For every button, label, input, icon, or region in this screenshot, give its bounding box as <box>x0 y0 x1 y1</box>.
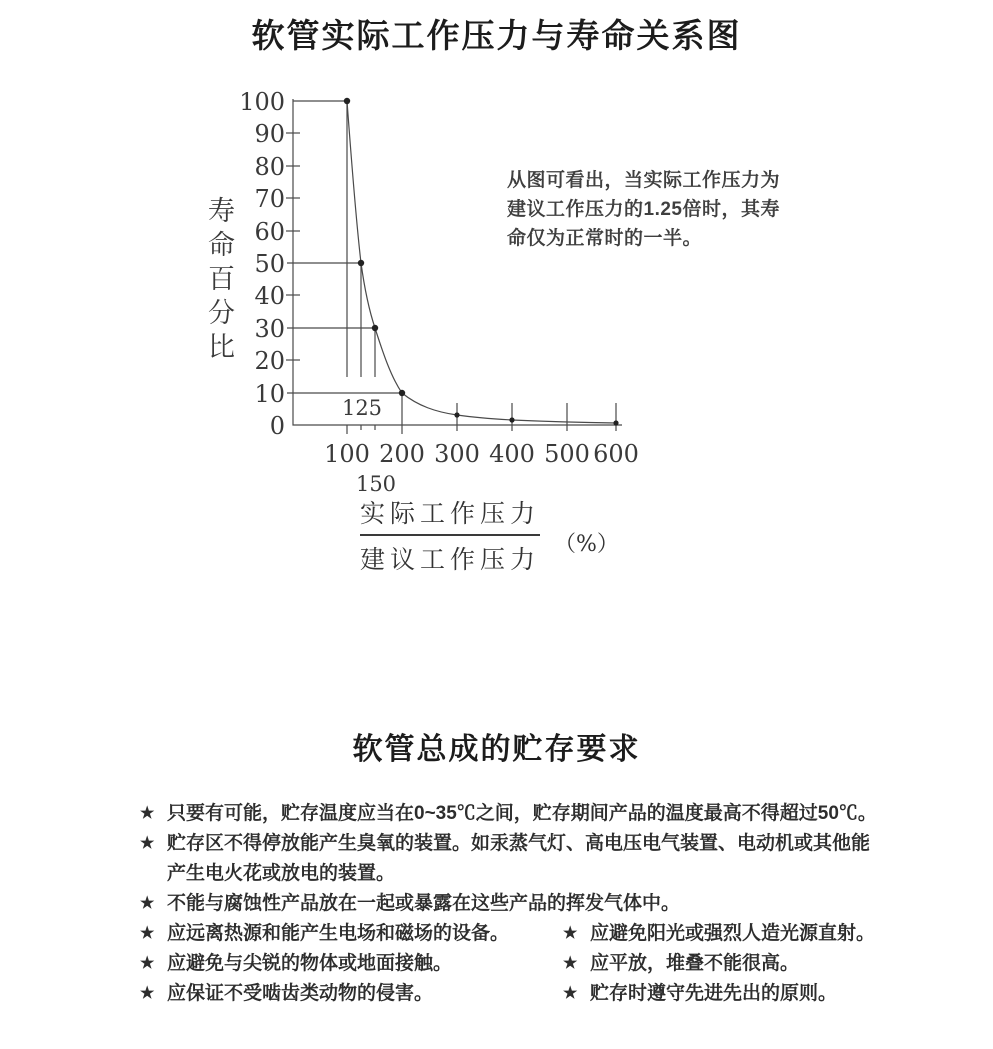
list-pair-row <box>140 922 888 946</box>
list-item-text: 产生电火花或放电的装置。 <box>167 863 396 884</box>
list-item <box>140 802 888 826</box>
x-tick-label: 200 <box>379 440 425 468</box>
list-item-text: 只要有可能，贮存温度应当在0~35℃之间，贮存期间产品的温度最高不得超过50℃。 <box>167 803 877 824</box>
section-title: 软管总成的贮存要求 <box>352 733 641 766</box>
x-axis-fraction <box>356 494 544 576</box>
star-icon: ★ <box>140 895 155 912</box>
y-tick-label: 70 <box>254 185 285 213</box>
list-item-text: 贮存区不得停放能产生臭氧的装置。如汞蒸气灯、高电压电气装置、电动机或其他能 <box>167 833 871 854</box>
data-point <box>613 420 618 425</box>
y-tick-label: 90 <box>254 120 285 148</box>
chart-annotation <box>507 166 817 253</box>
life-curve <box>347 101 616 423</box>
list-item <box>140 982 563 1006</box>
star-icon: ★ <box>140 805 155 822</box>
star-icon: ★ <box>140 925 155 942</box>
data-point <box>358 260 364 266</box>
y-tick-label: 50 <box>254 250 285 278</box>
fraction-denominator: 建议工作压力 <box>360 545 541 574</box>
list-item-text: 应远离热源和能产生电场和磁场的设备。 <box>167 923 510 944</box>
list-pair-row <box>140 982 888 1006</box>
list-item <box>563 982 888 1006</box>
x-tick-label: 400 <box>489 440 535 468</box>
y-tick-label: 40 <box>254 282 285 310</box>
list-item-text: 不能与腐蚀性产品放在一起或暴露在这些产品的挥发气体中。 <box>167 893 681 914</box>
data-point <box>399 390 405 396</box>
x-tick-label: 600 <box>593 440 639 468</box>
page-title: 软管实际工作压力与寿命关系图 <box>251 17 742 54</box>
x-subtick-label-125: 125 <box>341 396 383 420</box>
y-tick-label: 80 <box>254 153 285 181</box>
star-icon: ★ <box>140 985 155 1002</box>
star-icon: ★ <box>563 955 578 972</box>
data-point <box>454 412 459 417</box>
y-tick-label: 20 <box>254 347 285 375</box>
data-point <box>344 98 350 104</box>
y-tick-label: 0 <box>269 412 285 440</box>
y-tick-label: 10 <box>254 380 285 408</box>
list-item-text: 贮存时遵守先进先出的原则。 <box>590 983 838 1004</box>
list-item <box>140 892 888 916</box>
list-item-continuation <box>140 862 888 886</box>
list-pair-row <box>140 952 888 976</box>
list-item-text: 应避免与尖锐的物体或地面接触。 <box>167 953 453 974</box>
data-point <box>372 325 378 331</box>
chart-annotation-line: 命仅为正常时的一半。 <box>507 228 703 249</box>
list-item-text: 应保证不受啮齿类动物的侵害。 <box>167 983 434 1004</box>
chart-annotation-line: 从图可看出，当实际工作压力为 <box>507 170 781 191</box>
list-item-text: 应平放，堆叠不能很高。 <box>590 953 800 974</box>
fraction-unit: （%） <box>554 531 619 557</box>
chart-annotation-line: 建议工作压力的1.25倍时，其寿 <box>507 199 780 220</box>
x-tick-label: 500 <box>544 440 590 468</box>
list-item-text: 应避免阳光或强烈人造光源直射。 <box>590 923 876 944</box>
x-axis-label <box>356 494 619 576</box>
list-item <box>140 952 563 976</box>
axis-lines <box>293 99 622 425</box>
y-axis-label: 寿命百分比 <box>203 196 234 366</box>
x-subtick-label-150: 150 <box>355 472 397 496</box>
list-item <box>140 922 563 946</box>
data-point <box>509 417 514 422</box>
list-item <box>140 832 888 856</box>
storage-requirements-list <box>140 802 888 1012</box>
star-icon: ★ <box>140 955 155 972</box>
y-tick-label: 60 <box>254 218 285 246</box>
star-icon: ★ <box>563 985 578 1002</box>
star-icon: ★ <box>563 925 578 942</box>
list-item <box>563 952 888 976</box>
fraction-bar <box>360 534 540 536</box>
y-tick-label: 30 <box>254 315 285 343</box>
x-tick-label: 300 <box>434 440 480 468</box>
list-item <box>563 922 888 946</box>
star-icon: ★ <box>140 835 155 852</box>
fraction-numerator: 实际工作压力 <box>360 499 541 528</box>
x-tick-label: 100 <box>324 440 370 468</box>
y-tick-label: 100 <box>239 88 285 116</box>
